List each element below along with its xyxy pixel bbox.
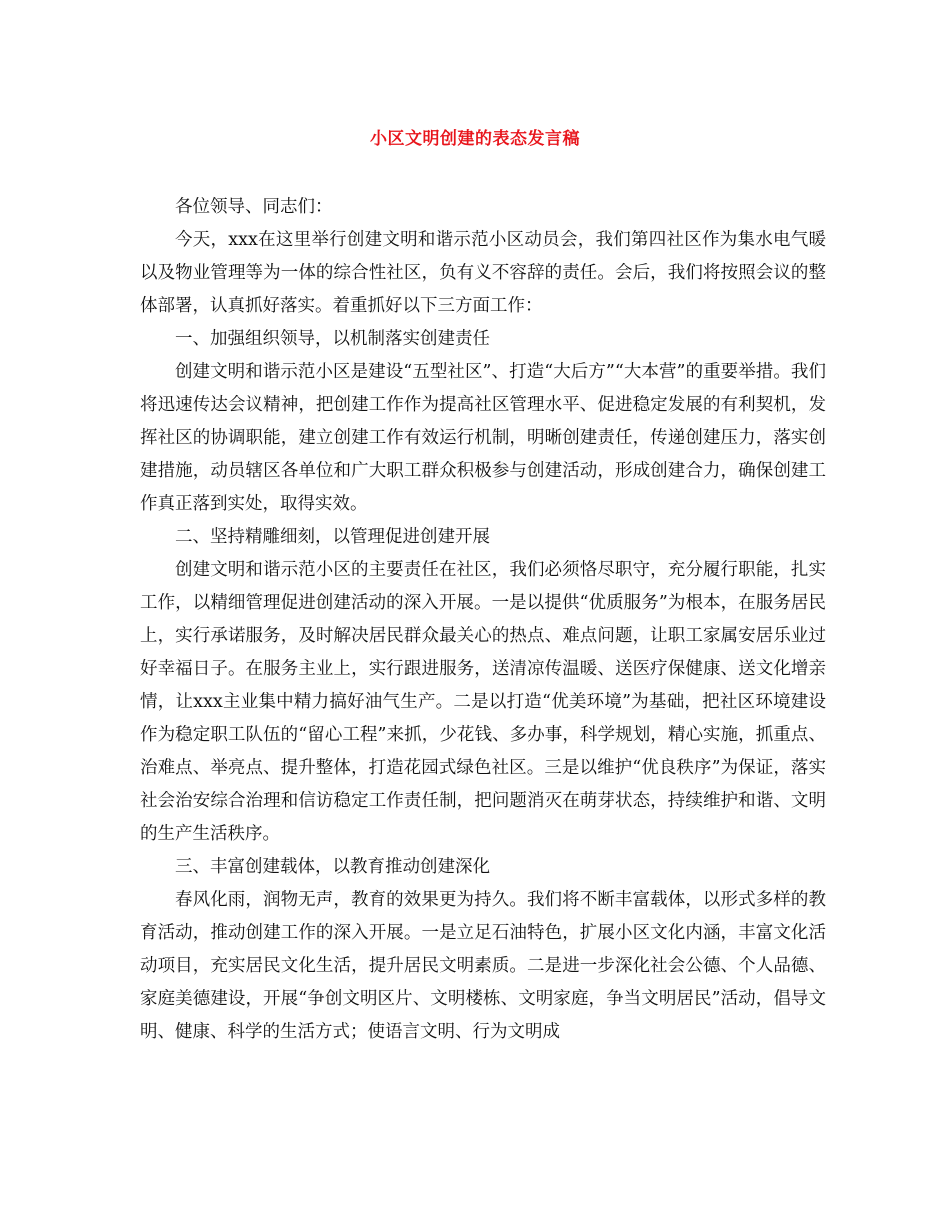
section-heading-3: 三、丰富创建载体，以教育推动创建深化 bbox=[175, 857, 490, 877]
section-paragraph-2: 创建文明和谐示范小区的主要责任在社区，我们必须恪尽职守，充分履行职能，扎实工作，以精细管理促进创建活动的深入开展。一是以提供“优质服务”为根本，在服务居民上，实行承诺服务，及时解决居民群众最关心的热点、难点问题，让职工家属安居乐业过好幸福日子。在服务主业上，实行跟进服务，送清凉传温暖、送医疗保健康、送文化增亲情，让xxx主业集中精力搞好油气生产。二是以打造“优美环境”为基础，把社区环境建设作为稳定职工队伍的“留心工程”来抓，少花钱、多办事，科学规划，精心实施，抓重点、治难点、举亮点、提升整体，打造花园式绿色社区。三是以维护“优良秩序”为保证，落实社会治安综合治理和信访稳定工作责任制，把问题消灭在萌芽状态，持续维护和谐、文明的生产生活秩序。 bbox=[140, 560, 826, 844]
section-heading-2: 二、坚持精雕细刻，以管理促进创建开展 bbox=[175, 527, 490, 547]
intro-paragraph: 今天，xxx在这里举行创建文明和谐示范小区动员会，我们第四社区作为集水电气暖以及物业管理等为一体的综合性社区，负有义不容辞的责任。会后，我们将按照会议的整体部署，认真抓好落实。着重抓好以下三方面工作： bbox=[140, 230, 826, 316]
salutation-paragraph: 各位领导、同志们： bbox=[175, 197, 333, 217]
section-paragraph-1: 创建文明和谐示范小区是建设“五型社区”、打造“大后方”“大本营”的重要举措。我们将迅速传达会议精神，把创建工作作为提高社区管理水平、促进稳定发展的有利契机，发挥社区的协调职能，建立创建工作有效运行机制，明晰创建责任，传递创建压力，落实创建措施，动员辖区各单位和广大职工群众积极参与创建活动，形成创建合力，确保创建工作真正落到实处，取得实效。 bbox=[140, 362, 826, 514]
document-body bbox=[140, 191, 826, 1049]
document-title: 小区文明创建的表态发言稿 bbox=[370, 129, 580, 149]
section-paragraph-3: 春风化雨，润物无声，教育的效果更为持久。我们将不断丰富载体，以形式多样的教育活动，推动创建工作的深入开展。一是立足石油特色，扩展小区文化内涵，丰富文化活动项目，充实居民文化生活，提升居民文明素质。二是进一步深化社会公德、个人品德、家庭美德建设，开展“争创文明区片、文明楼栋、文明家庭，争当文明居民”活动，倡导文明、健康、科学的生活方式；使语言文明、行为文明成 bbox=[140, 890, 826, 1042]
section-heading-1: 一、加强组织领导，以机制落实创建责任 bbox=[175, 329, 490, 349]
